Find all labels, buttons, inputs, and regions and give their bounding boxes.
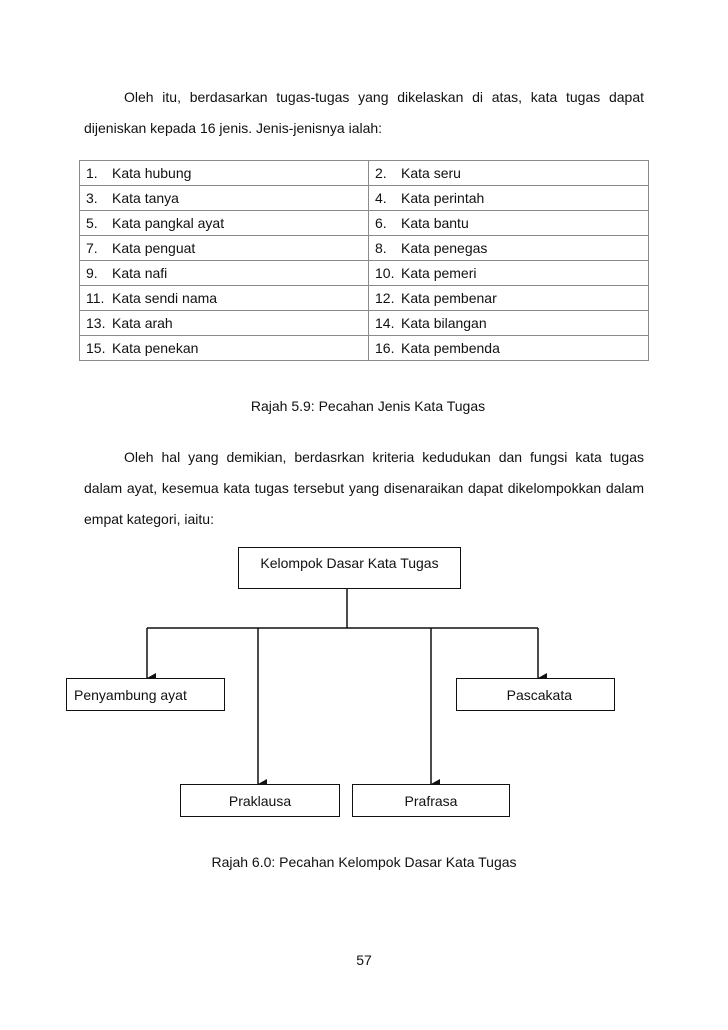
item-number: 5.	[86, 215, 98, 231]
intro-paragraph-text: Oleh itu, berdasarkan tugas-tugas yang dikelaskan di atas, kata tugas dapat dijeniskan kepada 16 jenis. Jenis-jenisnya ialah:	[84, 89, 644, 136]
item-label: Kata hubung	[112, 165, 192, 181]
item-label: Kata nafi	[112, 265, 168, 281]
item-label: Kata penekan	[112, 340, 199, 356]
item-number: 1.	[86, 165, 98, 181]
root-category-box	[238, 547, 461, 589]
item-number: 7.	[86, 240, 98, 256]
item-label: Kata pembenda	[401, 340, 500, 356]
praklausa-box	[180, 784, 340, 817]
pascakata-label: Pascakata	[506, 686, 572, 703]
item-label: Kata pemeri	[401, 265, 477, 281]
root-category-label: Kelompok Dasar Kata Tugas	[260, 555, 439, 571]
page-number: 57	[356, 952, 372, 968]
item-label: Kata arah	[112, 315, 173, 331]
item-label: Kata pangkal ayat	[112, 215, 225, 231]
item-label: Kata perintah	[401, 190, 485, 206]
item-number: 14.	[375, 315, 395, 331]
item-label: Kata penegas	[401, 240, 488, 256]
item-number: 13.	[86, 315, 106, 331]
item-number: 15.	[86, 340, 106, 356]
item-label: Kata tanya	[112, 190, 179, 206]
pascakata-box	[456, 678, 615, 711]
item-label: Kata pembenar	[401, 290, 497, 306]
penyambung-ayat-box	[66, 678, 225, 711]
item-number: 8.	[375, 240, 387, 256]
item-label: Kata bantu	[401, 215, 469, 231]
item-number: 9.	[86, 265, 98, 281]
figure-caption-6-0: Rajah 6.0: Pecahan Kelompok Dasar Kata Tugas	[211, 854, 517, 870]
category-paragraph-text: Oleh hal yang demikian, berdasrkan kriteria kedudukan dan fungsi kata tugas dalam ayat, kesemua kata tugas tersebut yang disenaraikan dapat dikelompokkan dalam empat kategori, iaitu:	[84, 449, 644, 527]
prafrasa-label: Prafrasa	[404, 792, 458, 809]
penyambung-ayat-label: Penyambung ayat	[74, 686, 187, 703]
item-number: 12.	[375, 290, 395, 306]
item-number: 4.	[375, 190, 387, 206]
item-label: Kata seru	[401, 165, 461, 181]
praklausa-label: Praklausa	[228, 792, 292, 809]
prafrasa-box	[352, 784, 510, 817]
item-number: 3.	[86, 190, 98, 206]
item-label: Kata sendi nama	[112, 290, 218, 306]
item-number: 10.	[375, 265, 395, 281]
item-label: Kata bilangan	[401, 315, 487, 331]
item-number: 16.	[375, 340, 395, 356]
item-number: 6.	[375, 215, 387, 231]
item-number: 11.	[86, 290, 105, 306]
figure-caption-5-9: Rajah 5.9: Pecahan Jenis Kata Tugas	[250, 398, 486, 414]
item-label: Kata penguat	[112, 240, 196, 256]
item-number: 2.	[375, 165, 387, 181]
